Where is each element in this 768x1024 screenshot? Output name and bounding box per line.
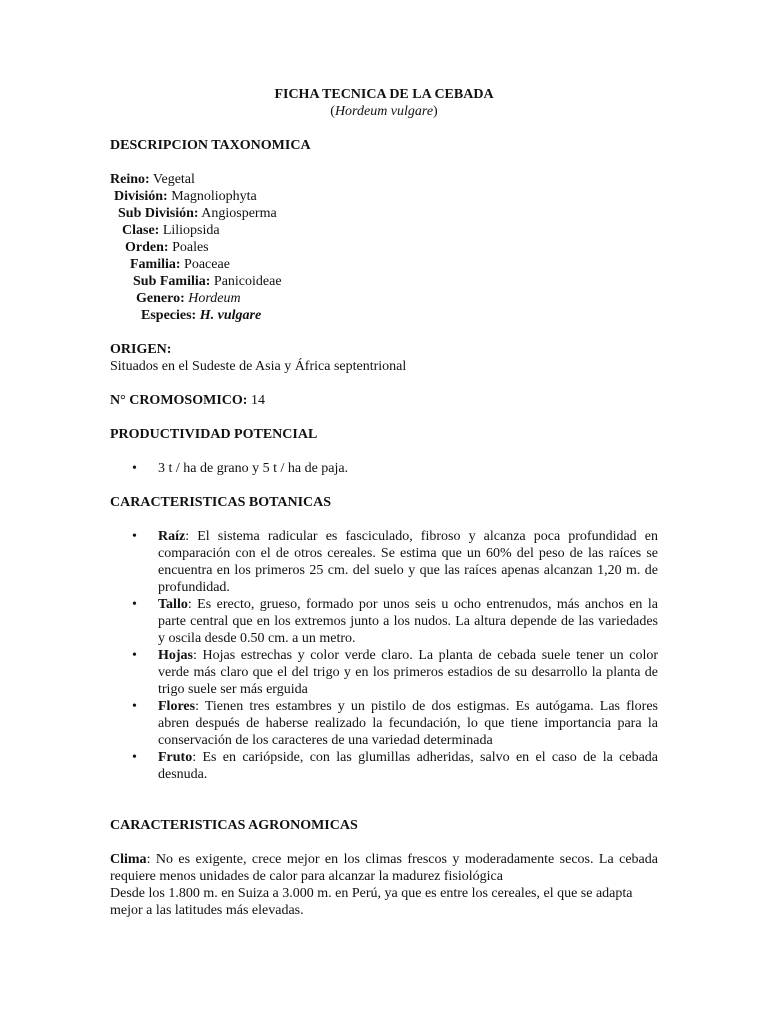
subtitle-open-paren: ( bbox=[330, 104, 335, 119]
taxonomy-row-especies bbox=[110, 307, 658, 324]
agronomicas-heading: CARACTERISTICAS AGRONOMICAS bbox=[110, 818, 358, 833]
botanica-key: Hojas bbox=[158, 648, 193, 663]
taxonomy-value: Angiosperma bbox=[198, 206, 277, 221]
taxonomy-key: Sub División: bbox=[118, 206, 199, 221]
taxonomy-value: Liliopsida bbox=[159, 223, 220, 238]
taxonomy-key: Orden: bbox=[125, 240, 169, 255]
cromosomico-label: N° CROMOSOMICO: bbox=[110, 393, 248, 408]
botanicas-heading: CARACTERISTICAS BOTANICAS bbox=[110, 495, 332, 510]
taxonomy-row-division bbox=[110, 188, 658, 205]
botanica-item-fruto bbox=[110, 749, 658, 783]
taxonomy-heading: DESCRIPCION TAXONOMICA bbox=[110, 138, 311, 153]
taxonomy-list bbox=[110, 171, 658, 324]
taxonomy-key: División: bbox=[114, 189, 168, 204]
taxonomy-value: Poaceae bbox=[180, 257, 230, 272]
taxonomy-value: Vegetal bbox=[149, 172, 195, 187]
document-subtitle bbox=[110, 103, 658, 120]
taxonomy-row-reino bbox=[110, 171, 658, 188]
taxonomy-row-subfamilia bbox=[110, 273, 658, 290]
taxonomy-key: Genero: bbox=[136, 291, 185, 306]
taxonomy-row-clase bbox=[110, 222, 658, 239]
origen-text: Situados en el Sudeste de Asia y África septentrional bbox=[110, 359, 407, 374]
botanica-text: : Es erecto, grueso, formado por unos seis u ocho entrenudos, más anchos en la parte central que en los extremos junto a los nudos. La altura depende de las variedades y oscila desde 0.50 cm. a un metro. bbox=[158, 597, 658, 646]
clima-key: Clima bbox=[110, 852, 147, 867]
botanica-text: : Hojas estrechas y color verde claro. La planta de cebada suele tener un color verde más claro que el del trigo y en los primeros estadios de su desarrollo la planta de trigo suele ser más erguida bbox=[158, 648, 658, 697]
taxonomy-value: Poales bbox=[168, 240, 209, 255]
botanica-item-hojas bbox=[110, 647, 658, 698]
botanica-key: Flores bbox=[158, 699, 196, 714]
taxonomy-key: Clase: bbox=[122, 223, 160, 238]
taxonomy-key: Familia: bbox=[130, 257, 181, 272]
botanica-key: Raíz bbox=[158, 529, 186, 544]
taxonomy-row-genero bbox=[110, 290, 658, 307]
botanica-text: : Es en cariópside, con las glumillas adheridas, salvo en el caso de la cebada desnuda. bbox=[158, 750, 658, 782]
scientific-name: Hordeum vulgare bbox=[334, 104, 434, 119]
subtitle-close-paren: ) bbox=[433, 104, 438, 119]
taxonomy-row-orden bbox=[110, 239, 658, 256]
botanica-item-tallo bbox=[110, 596, 658, 647]
taxonomy-key: Sub Familia: bbox=[133, 274, 211, 289]
taxonomy-value: Hordeum bbox=[184, 291, 241, 306]
productividad-heading: PRODUCTIVIDAD POTENCIAL bbox=[110, 427, 318, 442]
productividad-list bbox=[110, 460, 658, 477]
origen-heading: ORIGEN: bbox=[110, 342, 172, 357]
botanica-text: : El sistema radicular es fasciculado, fibroso y alcanza poca profundidad en comparación con el de otros cereales. Se estima que un 60% del peso de las raíces se encuentra en los primeros 25 cm. del suelo y que las raíces apenas alcanzan 1,20 m. de profundidad. bbox=[158, 529, 658, 595]
botanicas-list bbox=[110, 528, 658, 783]
taxonomy-value: H. vulgare bbox=[196, 308, 262, 323]
botanica-item-flores bbox=[110, 698, 658, 749]
botanica-text: : Tienen tres estambres y un pistilo de dos estigmas. Es autógama. Las flores abren después de haberse realizado la fecundación, lo que tiene importancia para la conservación de los caracteres de una variedad determinada bbox=[158, 699, 658, 748]
taxonomy-key: Especies: bbox=[141, 308, 197, 323]
cromosomico-value: 14 bbox=[247, 393, 265, 408]
botanica-item-raiz bbox=[110, 528, 658, 596]
taxonomy-row-familia bbox=[110, 256, 658, 273]
altitud-paragraph: Desde los 1.800 m. en Suiza a 3.000 m. en Perú, ya que es entre los cereales, el que se adapta mejor a las latitudes más elevadas. bbox=[110, 886, 633, 918]
document-title: FICHA TECNICA DE LA CEBADA bbox=[274, 87, 494, 102]
botanica-key: Fruto bbox=[158, 750, 193, 765]
botanica-key: Tallo bbox=[158, 597, 188, 612]
list-item: • 3 t / ha de grano y 5 t / ha de paja. bbox=[110, 460, 658, 477]
taxonomy-value: Magnoliophyta bbox=[167, 189, 257, 204]
taxonomy-key: Reino: bbox=[110, 172, 150, 187]
clima-paragraph bbox=[110, 851, 658, 885]
taxonomy-value: Panicoideae bbox=[210, 274, 282, 289]
clima-text: : No es exigente, crece mejor en los climas frescos y moderadamente secos. La cebada requiere menos unidades de calor para alcanzar la madurez fisiológica bbox=[110, 852, 658, 884]
cromosomico-line bbox=[110, 392, 658, 409]
taxonomy-row-subdivision bbox=[110, 205, 658, 222]
